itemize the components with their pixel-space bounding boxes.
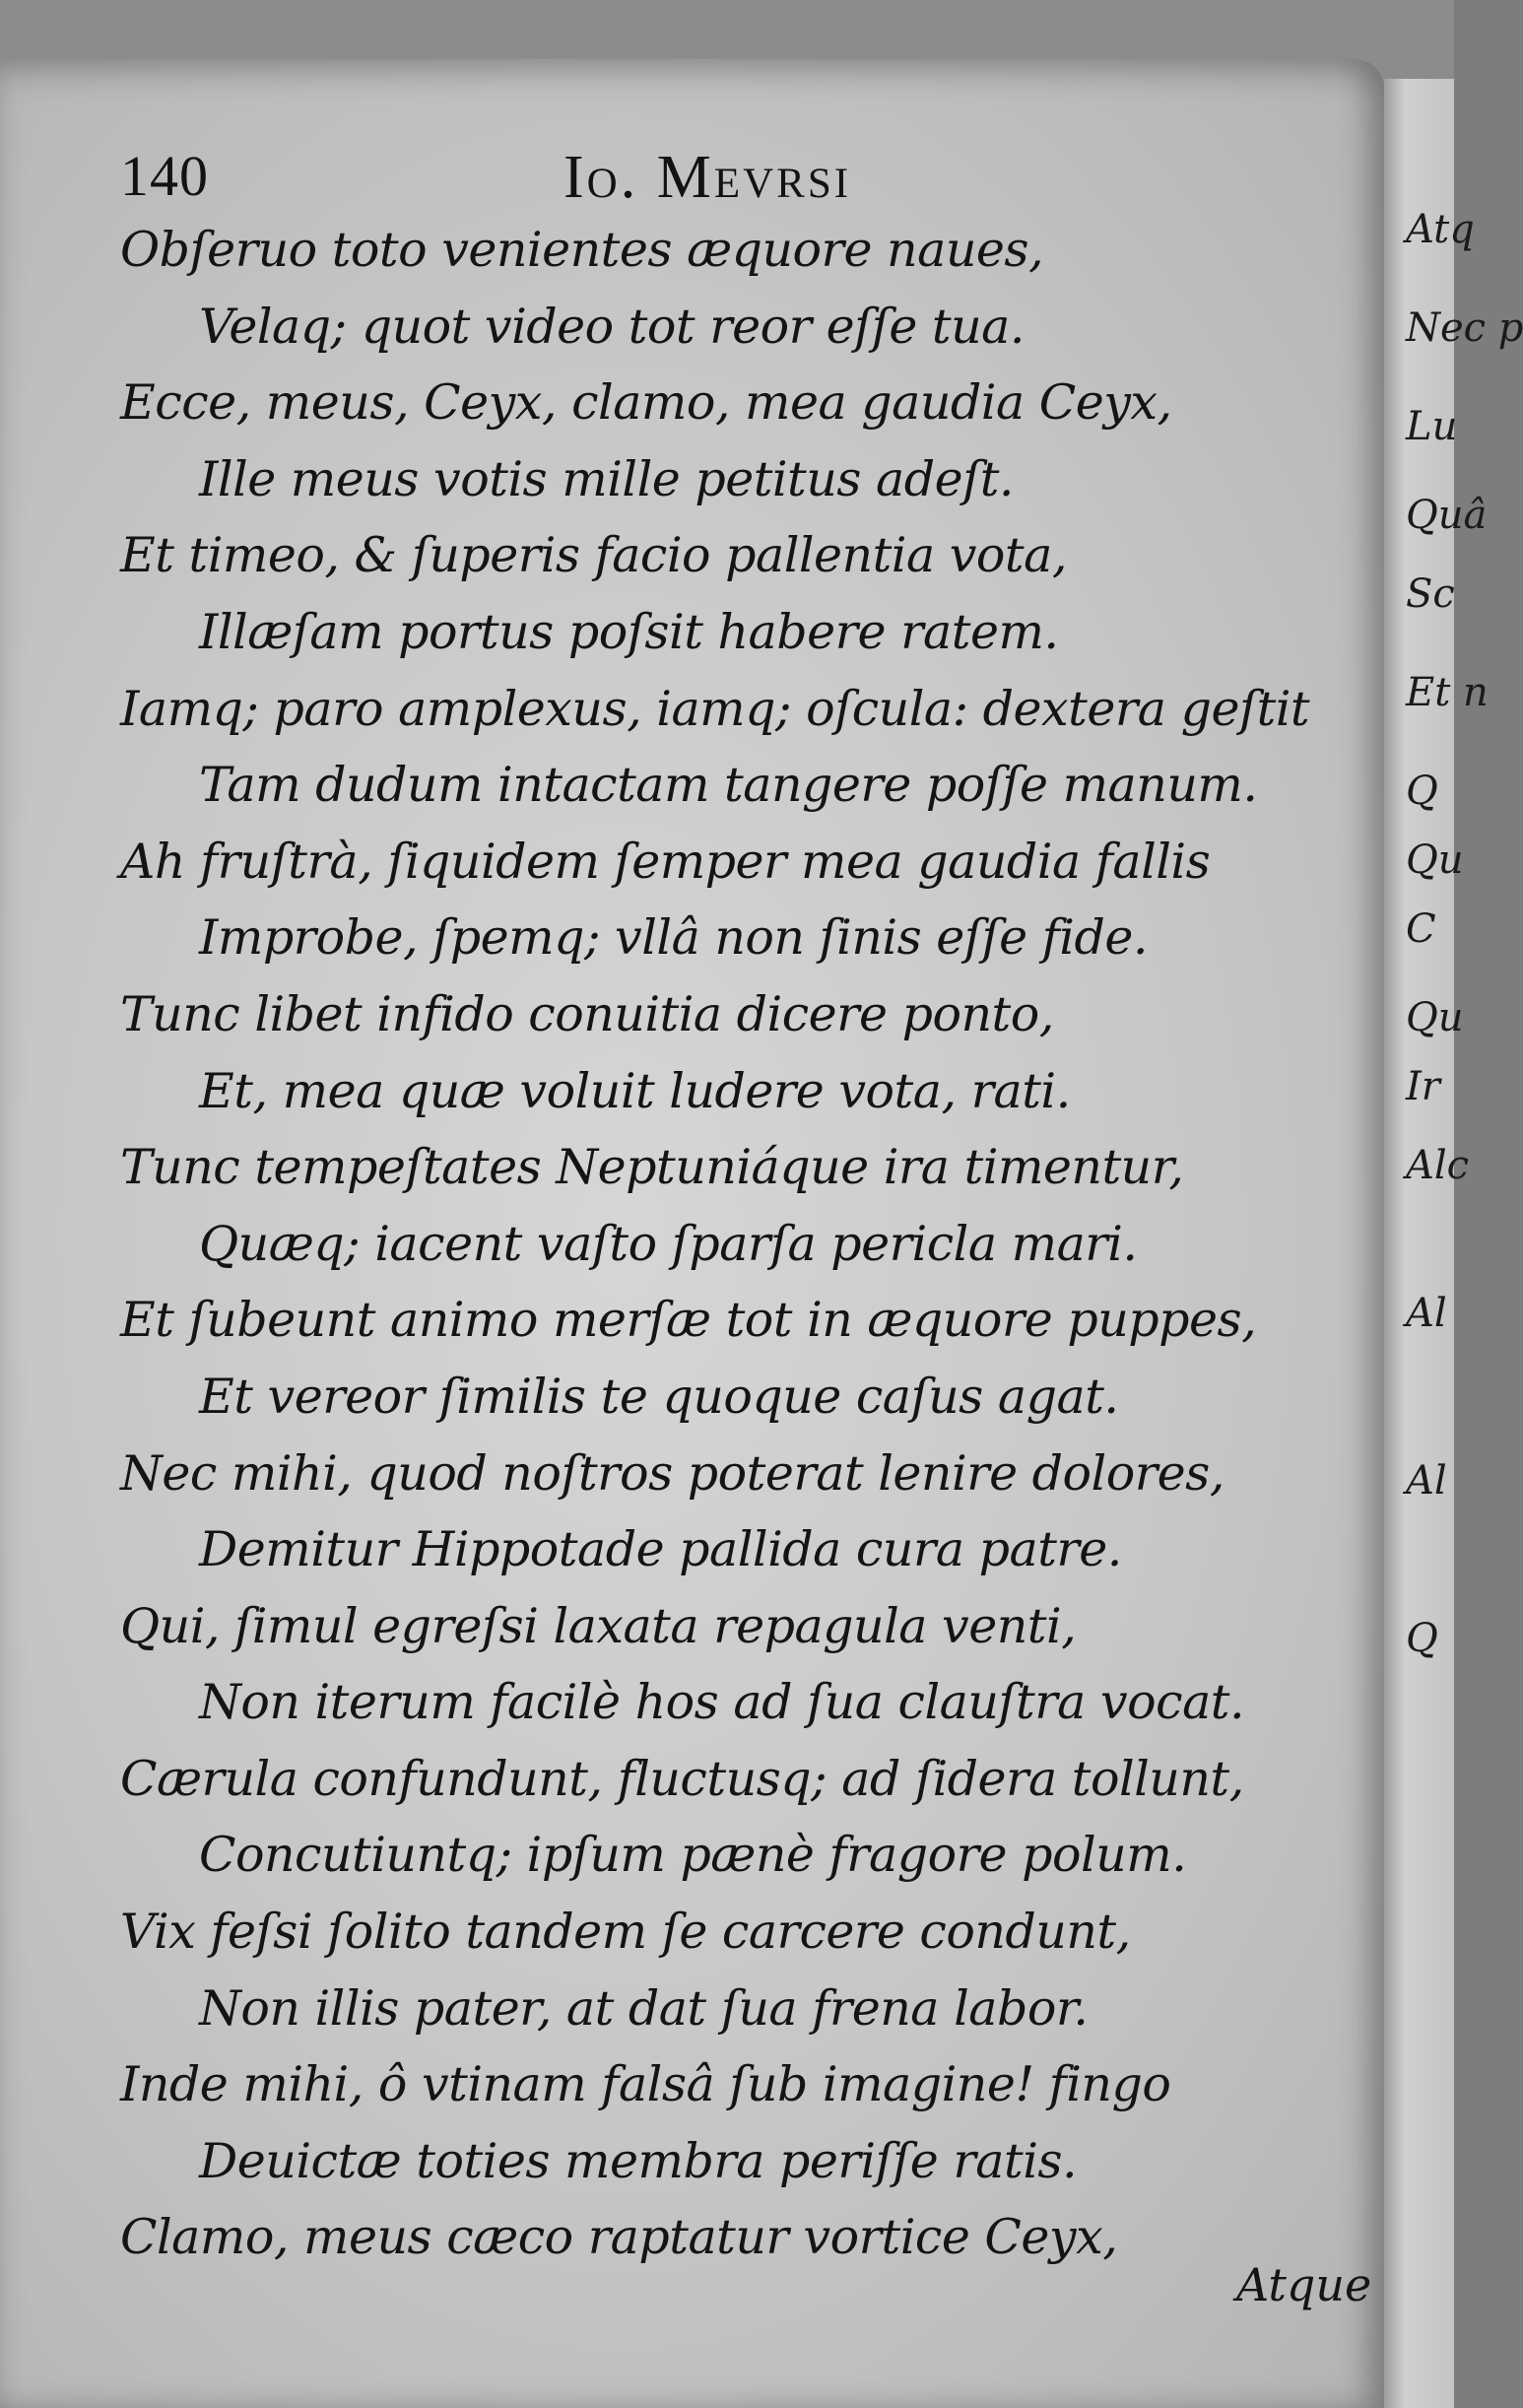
facing-page-fragment: Q (1406, 1616, 1438, 1661)
facing-page-fragment: Ir (1406, 1064, 1440, 1109)
verse-line: Cærula confundunt, fluctusq; ad ſidera tollunt, (120, 1750, 1244, 1807)
verse-line: Clamo, meus cæco raptatur vortice Ceyx, (120, 2209, 1118, 2266)
verse-line: Tunc libet infido conuitia dicere ponto, (120, 985, 1054, 1042)
facing-page-fragment: Qu (1406, 837, 1464, 883)
page-number: 140 (120, 144, 209, 208)
facing-page-fragment: C (1406, 906, 1436, 952)
verse-line: Concutiuntq; ipſum pænè fragore polum. (199, 1827, 1187, 1884)
facing-page-fragment: Atq (1406, 207, 1475, 252)
verse-line: Ille meus votis mille petitus adeſt. (199, 450, 1015, 507)
verse-line: Et, mea quæ voluit ludere vota, rati. (199, 1062, 1071, 1119)
facing-page-fragment: Al (1406, 1291, 1447, 1336)
verse-line: Improbe, ſpemq; vllâ non ſinis eſſe fide. (199, 909, 1148, 967)
poem-verses (120, 212, 1332, 2276)
verse-line: Ah fruſtrà, ſiquidem ſemper mea gaudia fallis (120, 833, 1211, 890)
verse-line: Nec mihi, quod noſtros poterat lenire dolores, (120, 1444, 1225, 1502)
verse-line: Et timeo, & ſuperis facio pallentia vota, (120, 527, 1067, 584)
verse-line: Iamq; paro amplexus, iamq; oſcula: dextera geſtit (120, 680, 1310, 737)
facing-page-fragment: Q (1406, 769, 1438, 814)
verse-line: Non illis pater, at dat ſua frena labor. (199, 1979, 1089, 2037)
verse-line: Vix feſsi ſolito tandem ſe carcere condunt, (120, 1904, 1131, 1961)
verse-line: Ecce, meus, Ceyx, clamo, mea gaudia Ceyx, (120, 374, 1172, 432)
facing-page-fragment: Sc (1406, 571, 1455, 617)
verse-line: Deuictæ toties membra periſſe ratis. (199, 2132, 1078, 2189)
facing-page-fragment: Al (1406, 1458, 1447, 1504)
verse-line: Tunc tempeſtates Neptuniáque ira timentur, (120, 1139, 1184, 1196)
facing-page-fragment: Et n (1406, 670, 1489, 715)
verse-line: Non iterum facilè hos ad ſua clauſtra vocat. (199, 1674, 1245, 1731)
verse-line: Obſeruo toto venientes æquore naues, (120, 222, 1044, 278)
verse-line: Tam dudum intactam tangere poſſe manum. (199, 757, 1258, 814)
facing-page-fragment: Quâ (1406, 493, 1488, 538)
facing-page-fragment: Qu (1406, 995, 1464, 1040)
facing-page-fragment: Nec p (1406, 305, 1523, 351)
verse-line: Demitur Hippotade pallida cura patre. (199, 1521, 1122, 1578)
verse-line: Velaq; quot video tot reor eſſe tua. (199, 298, 1025, 355)
facing-page-fragment: Lu (1406, 404, 1458, 449)
verse-line: Et ſubeunt animo merſæ tot in æquore puppes, (120, 1292, 1257, 1349)
page-header (120, 143, 1322, 212)
verse-line: Illæſam portus poſsit habere ratem. (199, 603, 1059, 660)
facing-page-edge (1384, 79, 1523, 2408)
running-head: Io. Mevrsi (563, 144, 852, 211)
verse-line: Et vereor ſimilis te quoque caſus agat. (199, 1368, 1119, 1425)
verse-line: Inde mihi, ô vtinam falsâ ſub imagine! fingo (120, 2056, 1171, 2113)
verse-line: Quæq; iacent vaſto ſparſa pericla mari. (199, 1215, 1138, 1272)
facing-page-fragment: Alc (1406, 1143, 1470, 1188)
catchword: Atque (1236, 2258, 1372, 2311)
verse-line: Qui, ſimul egreſsi laxata repagula venti, (120, 1597, 1077, 1654)
